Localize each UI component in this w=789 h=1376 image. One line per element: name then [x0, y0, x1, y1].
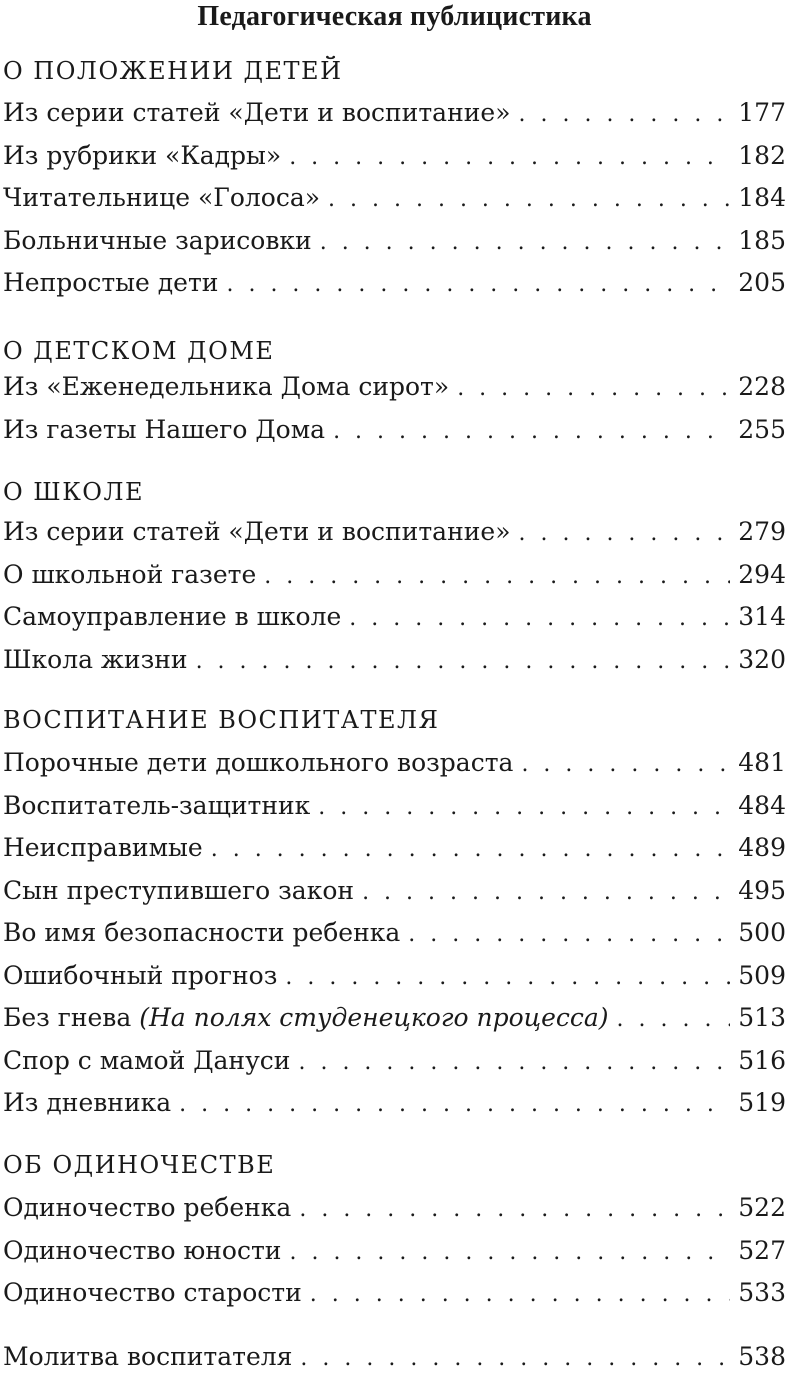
entry-page-number: 533 — [738, 1278, 786, 1307]
dot-leader — [298, 1046, 730, 1080]
toc-entry[interactable] — [3, 370, 786, 404]
section-heading: ВОСПИТАНИЕ ВОСПИТАТЕЛЯ — [3, 706, 440, 734]
entry-page-number: 516 — [738, 1046, 786, 1075]
entry-page-number: 314 — [738, 602, 786, 631]
dot-leader — [519, 517, 731, 551]
dot-leader — [211, 833, 731, 867]
dot-leader — [457, 372, 730, 406]
entry-title: Без гнева (На полях студенецкого процесса) — [3, 1003, 609, 1032]
entry-page-number: 255 — [738, 415, 786, 444]
entry-title: Сын преступившего закон — [3, 876, 355, 905]
entry-title: Одиночество ребенка — [3, 1193, 292, 1222]
entry-title: Непростые дети — [3, 268, 219, 297]
entry-page-number: 294 — [738, 560, 786, 589]
entry-title: О школьной газете — [3, 560, 257, 589]
toc-entry[interactable] — [3, 1234, 786, 1268]
dot-leader — [362, 876, 730, 910]
entry-page-number: 495 — [738, 876, 786, 905]
entry-page-number: 519 — [738, 1088, 786, 1117]
entry-page-number: 481 — [738, 748, 786, 777]
dot-leader — [289, 1236, 730, 1270]
page-title: Педагогическая публицистика — [197, 1, 592, 32]
entry-page-number: 484 — [738, 791, 786, 820]
toc-entry[interactable] — [3, 600, 786, 634]
entry-page-number: 538 — [738, 1342, 786, 1371]
entry-page-number: 522 — [738, 1193, 786, 1222]
entry-title: Ошибочный прогноз — [3, 961, 278, 990]
dot-leader — [519, 98, 731, 132]
entry-title: Одиночество старости — [3, 1278, 302, 1307]
section-heading: О ДЕТСКОМ ДОМЕ — [3, 337, 275, 365]
toc-entry[interactable] — [3, 1001, 786, 1035]
entry-page-number: 205 — [738, 268, 786, 297]
entry-title: Больничные зарисовки — [3, 226, 312, 255]
dot-leader — [264, 560, 730, 594]
dot-leader — [349, 602, 730, 636]
entry-page-number: 184 — [738, 183, 786, 212]
entry-title: Неисправимые — [3, 833, 203, 862]
toc-entry[interactable] — [3, 558, 786, 592]
entry-title: Спор с мамой Дануси — [3, 1046, 291, 1075]
dot-leader — [289, 141, 730, 175]
dot-leader — [320, 226, 731, 260]
toc-entry[interactable] — [3, 746, 786, 780]
dot-leader — [196, 645, 731, 679]
dot-leader — [226, 268, 730, 302]
entry-title: Школа жизни — [3, 645, 188, 674]
entry-title: Порочные дети дошкольного возраста — [3, 748, 514, 777]
entry-page-number: 513 — [738, 1003, 786, 1032]
dot-leader — [328, 183, 730, 217]
entry-title: Воспитатель-защитник — [3, 791, 311, 820]
entry-title: Во имя безопасности ребенка — [3, 918, 401, 947]
dot-leader — [333, 415, 730, 449]
toc-entry[interactable] — [3, 874, 786, 908]
toc-entry[interactable] — [3, 1276, 786, 1310]
toc-entry[interactable] — [3, 139, 786, 173]
toc-entry[interactable] — [3, 1191, 786, 1225]
dot-leader — [300, 1342, 730, 1376]
entry-page-number: 182 — [738, 141, 786, 170]
section-heading: О ПОЛОЖЕНИИ ДЕТЕЙ — [3, 57, 343, 85]
toc-entry[interactable] — [3, 789, 786, 823]
entry-page-number: 228 — [738, 372, 786, 401]
toc-entry[interactable] — [3, 1340, 786, 1374]
dot-leader — [299, 1193, 730, 1227]
toc-entry[interactable] — [3, 831, 786, 865]
toc-entry[interactable] — [3, 96, 786, 130]
toc-entry[interactable] — [3, 181, 786, 215]
dot-leader — [179, 1088, 730, 1122]
toc-entry[interactable] — [3, 515, 786, 549]
dot-leader — [521, 748, 730, 782]
entry-page-number: 185 — [738, 226, 786, 255]
toc-entry[interactable] — [3, 1086, 786, 1120]
toc-entry[interactable] — [3, 266, 786, 300]
entry-title: Одиночество юности — [3, 1236, 282, 1265]
entry-title: Читательнице «Голоса» — [3, 183, 321, 212]
entry-page-number: 500 — [738, 918, 786, 947]
entry-title: Самоуправление в школе — [3, 602, 342, 631]
dot-leader — [617, 1003, 731, 1037]
entry-page-number: 527 — [738, 1236, 786, 1265]
entry-page-number: 320 — [738, 645, 786, 674]
toc-entry[interactable] — [3, 916, 786, 950]
entry-title: Из «Еженедельника Дома сирот» — [3, 372, 450, 401]
section-heading: О ШКОЛЕ — [3, 478, 144, 506]
entry-title: Из серии статей «Дети и воспитание» — [3, 517, 511, 546]
dot-leader — [310, 1278, 731, 1312]
section-heading: ОБ ОДИНОЧЕСТВЕ — [3, 1151, 276, 1179]
dot-leader — [285, 961, 730, 995]
entry-page-number: 509 — [738, 961, 786, 990]
entry-title: Из рубрики «Кадры» — [3, 141, 282, 170]
entry-title: Из газеты Нашего Дома — [3, 415, 326, 444]
dot-leader — [318, 791, 730, 825]
entry-title: Из серии статей «Дети и воспитание» — [3, 98, 511, 127]
entry-title: Молитва воспитателя — [3, 1342, 293, 1371]
toc-entry[interactable] — [3, 643, 786, 677]
entry-page-number: 279 — [738, 517, 786, 546]
toc-entry[interactable] — [3, 1044, 786, 1078]
toc-entry[interactable] — [3, 959, 786, 993]
entry-page-number: 177 — [738, 98, 786, 127]
entry-page-number: 489 — [738, 833, 786, 862]
toc-entry[interactable] — [3, 413, 786, 447]
toc-entry[interactable] — [3, 224, 786, 258]
dot-leader — [408, 918, 730, 952]
entry-title: Из дневника — [3, 1088, 172, 1117]
